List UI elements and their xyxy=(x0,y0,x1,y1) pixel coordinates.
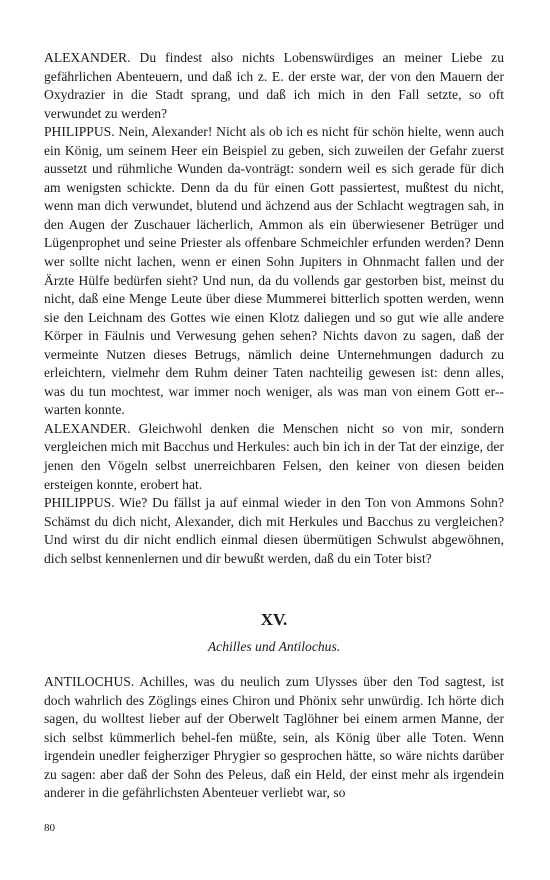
chapter-number: XV. xyxy=(260,610,288,629)
text-block-top xyxy=(44,49,504,568)
paragraph: ALEXANDER. Du findest also nichts Lobenswürdiges an meiner Liebe zu gefährlichen Abenteuern, und daß ich z. E. der erste war, der von den Mauern der Oxydrazier in die Stadt sprang, und daß ich mich in den Fall setzte, so oft verwundet zu werden? xyxy=(44,50,504,121)
paragraph: PHILIPPUS. Nein, Alexander! Nicht als ob ich es nicht für schön hielte, wenn auch ein König, um seinem Heer ein Beispiel zu geben, sich zuweilen der Gefahr zuerst aussetzt und rühmliche Wunden da-vonträgt: sondern weil es sich gerade für dich am wenigsten schickte. Denn da du für einen Gott passiertest, mußtest du nicht, wenn man dich verwundet, blutend und ächzend aus der Schlacht wegtragen sah, in den Augen der Zuschauer lächerlich, Ammon als ein überwiesener Betrüger und Lügenprophet und seine Priester als offenbare Schmeichler erfunden werden? Denn wer sollte nicht lachen, wenn er einen Sohn Jupiters in Ohnmacht fallen und der Ärzte Hülfe bedürfen sieht? Und nun, da du vollends gar gestorben bist, meinst du nicht, daß eine Menge Leute über diese Mummerei bitterlich spotten werden, wenn sie den Leichnam des Gottes wie einen Klotz daliegen und so gut wie alle andere Körper in Fäulnis und Verwesung gehen sehen? Nichts davon zu sagen, daß der vermeinte Nutzen dieses Betrugs, nämlich deine Unternehmungen dadurch zu erleichtern, vielmehr dem Ruhm deiner Taten nachteilig gewesen ist: denn alles, was du tun mochtest, war immer noch weniger, als was man von einem Gott er-warten konnte. xyxy=(44,124,504,418)
paragraph: PHILIPPUS. Wie? Du fällst ja auf einmal wieder in den Ton von Ammons Sohn? Schämst du dich nicht, Alexander, dich mit Herkules und Bacchus zu vergleichen? Und wirst du dir nicht endlich einmal diesen übermütigen Schwulst abgewöhnen, dich selbst kennenlernen und dir bewußt werden, daß du ein Toter bist? xyxy=(44,495,504,566)
page-number: 80 xyxy=(44,822,55,834)
chapter-title: Achilles und Antilochus. xyxy=(207,639,341,654)
paragraph: ALEXANDER. Gleichwohl denken die Menschen nicht so von mir, sondern vergleichen mich mit Bacchus und Herkules: auch bin ich in der Tat der einzige, der jenen den Vögeln selbst unerreichbaren Felsen, den keiner von diesen beiden ersteigen konnte, erobert hat. xyxy=(44,420,504,492)
text-block-bottom xyxy=(44,673,504,803)
paragraph: ANTILOCHUS. Achilles, was du neulich zum Ulysses über den Tod sagtest, ist doch wahrlich des Zöglings eines Chiron und Phönix sehr unwürdig. Ich hörte dich sagen, du wolltest lieber auf der Oberwelt Taglöhner bei einem armen Manne, der sich selbst kümmerlich behel-fen müßte, sein, als König über alle Toten. Wenn irgendein unedler feigherziger Phrygier so gesprochen hätte, so wäre nichts darüber zu sagen: aber daß der Sohn des Peleus, daß ein Held, der einst mehr als irgendein anderer in die gefährlichsten Abenteuer verliebt war, so xyxy=(44,674,504,801)
